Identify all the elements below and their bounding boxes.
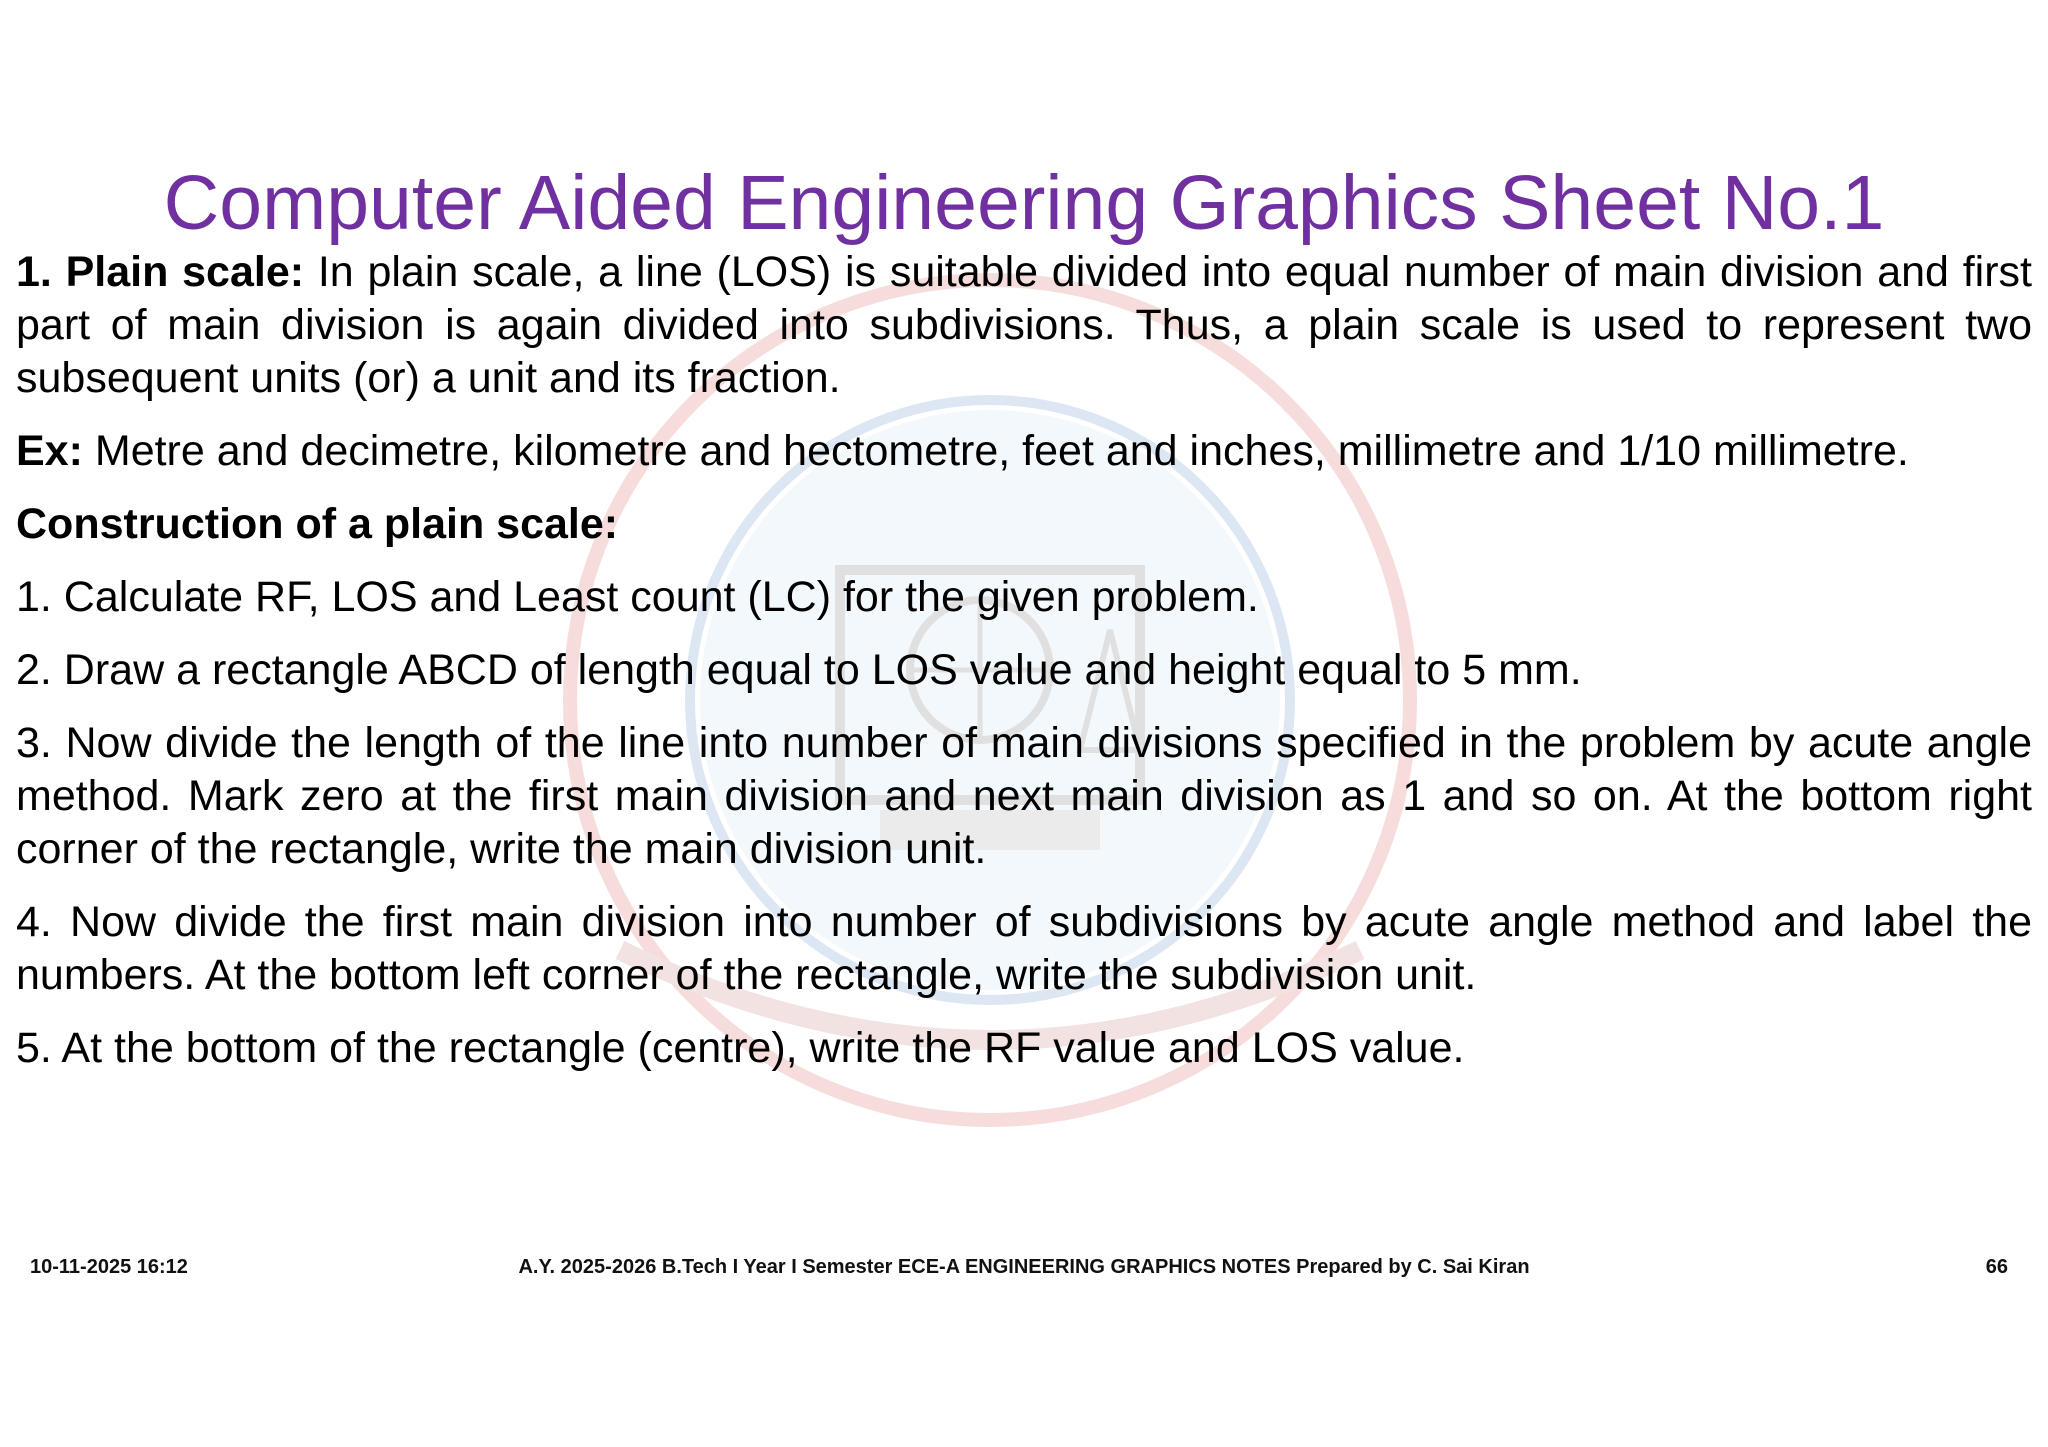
plain-scale-label: 1. Plain scale: [16, 248, 305, 296]
slide-content [16, 246, 2032, 1075]
footer-page-number: 66 [1985, 1256, 2008, 1278]
footer-course-info: A.Y. 2025-2026 B.Tech I Year I Semester ECE-A ENGINEERING GRAPHICS NOTES Prepared by C. Sai Kiran [518, 1256, 1530, 1278]
slide-title: Computer Aided Engineering Graphics Sheet No.1 [163, 160, 1885, 246]
step-4: 4. Now divide the first main division into number of subdivisions by acute angle method and label the numbers. At the bottom left corner of the rectangle, write the subdivision unit. [16, 898, 2032, 999]
example-text: Metre and decimetre, kilometre and hectometre, feet and inches, millimetre and 1/10 millimetre. [82, 427, 1909, 475]
step-5: 5. At the bottom of the rectangle (centre), write the RF value and LOS value. [16, 1024, 1465, 1072]
step-3: 3. Now divide the length of the line into number of main divisions specified in the problem by acute angle method. Mark zero at the first main division and next main division as 1 and so on. At the bottom right corner of the rectangle, write the main division unit. [16, 719, 2032, 873]
construction-heading: Construction of a plain scale: [16, 500, 619, 548]
step-1: 1. Calculate RF, LOS and Least count (LC) for the given problem. [16, 573, 1259, 621]
step-2: 2. Draw a rectangle ABCD of length equal to LOS value and height equal to 5 mm. [16, 646, 1582, 694]
footer-date: 10-11-2025 16:12 [30, 1256, 188, 1278]
example-paragraph [16, 425, 2032, 478]
plain-scale-text: In plain scale, a line (LOS) is suitable divided into equal number of main division and first part of main division is again divided into subdivisions. Thus, a plain scale is used to represent two subsequent units (or) a unit and its fraction. [16, 248, 2032, 402]
example-label: Ex: [16, 427, 83, 475]
plain-scale-definition [16, 246, 2032, 405]
